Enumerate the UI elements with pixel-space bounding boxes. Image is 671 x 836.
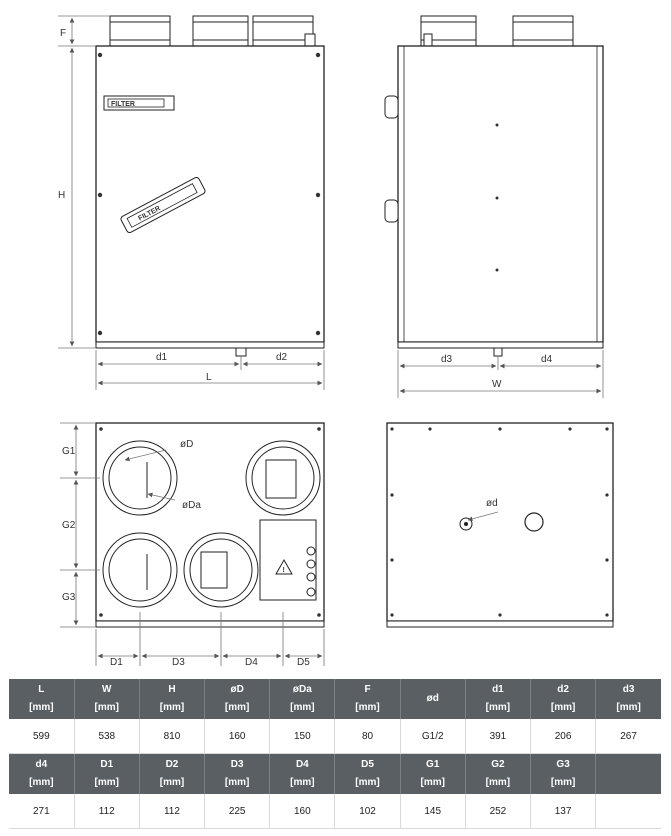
spec-header-cell xyxy=(400,679,465,719)
spec-value-cell xyxy=(596,794,661,829)
spec-value-cell: 112 xyxy=(139,794,204,829)
spec-header-unit: [mm] xyxy=(485,777,511,788)
spec-header-cell xyxy=(335,679,400,719)
spec-header-label: D3 xyxy=(230,759,244,770)
dim-G3: G3 xyxy=(62,592,76,603)
dim-d2: d2 xyxy=(276,352,288,363)
spec-header-unit: [mm] xyxy=(485,702,511,713)
dim-D1: D1 xyxy=(110,657,123,668)
dim-L: L xyxy=(206,372,212,383)
spec-header-unit: [mm] xyxy=(29,777,54,788)
spec-header-label: d2 xyxy=(557,684,569,695)
spec-header-unit: [mm] xyxy=(159,777,185,788)
spec-header-unit: [mm] xyxy=(420,777,445,788)
spec-header-label: D1 xyxy=(100,759,114,770)
dim-H: H xyxy=(58,190,66,201)
front-housing xyxy=(96,46,324,342)
spec-value-cell: 160 xyxy=(270,794,335,829)
duct-connection-4 xyxy=(184,533,258,607)
spec-value-cell: 267 xyxy=(596,719,661,754)
spec-value-cell: 102 xyxy=(335,794,400,829)
spec-header-label: D4 xyxy=(295,759,309,770)
spec-value-cell: 206 xyxy=(531,719,596,754)
front-top-collars xyxy=(110,16,315,46)
spec-header-unit: [mm] xyxy=(355,777,380,788)
filter-label-2: FILTER xyxy=(137,205,162,223)
dim-G2: G2 xyxy=(62,520,76,531)
spec-header-unit: [mm] xyxy=(224,702,250,713)
spec-value-row xyxy=(9,794,661,829)
spec-header-unit: [mm] xyxy=(290,702,315,713)
spec-value-cell: 137 xyxy=(531,794,596,829)
spec-header-label: G3 xyxy=(556,759,570,770)
side-housing xyxy=(398,46,603,342)
dim-F: F xyxy=(60,28,67,39)
spec-header-cell xyxy=(335,754,400,795)
spec-header-cell xyxy=(205,754,270,795)
spec-header-unit: [mm] xyxy=(550,702,576,713)
dim-W: W xyxy=(492,379,502,390)
spec-header-unit: [mm] xyxy=(550,777,576,788)
spec-header-row xyxy=(9,679,661,719)
spec-header-unit: [mm] xyxy=(290,777,315,788)
bottom-view xyxy=(387,423,613,627)
spec-header-label: F xyxy=(364,684,371,695)
top-view xyxy=(60,423,324,668)
spec-value-cell: 271 xyxy=(9,794,74,829)
dim-D5: D5 xyxy=(297,657,310,668)
spec-header-label: G1 xyxy=(426,759,440,770)
spec-header-cell xyxy=(465,679,530,719)
dim-od: ød xyxy=(486,498,498,509)
spec-header-cell xyxy=(465,754,530,795)
side-view xyxy=(385,16,603,398)
spec-header-label: d3 xyxy=(622,684,635,695)
spec-header-label: D2 xyxy=(165,759,179,770)
spec-header-cell xyxy=(531,754,596,795)
spec-value-cell: 145 xyxy=(400,794,465,829)
spec-header-cell xyxy=(596,754,661,795)
spec-header-cell xyxy=(74,679,139,719)
spec-header-cell xyxy=(205,679,270,719)
filter-label-1: FILTER xyxy=(111,101,135,108)
spec-header-label: H xyxy=(168,684,176,695)
spec-header-unit: [mm] xyxy=(29,702,54,713)
dim-d1: d1 xyxy=(156,352,168,363)
spec-header-label: d4 xyxy=(35,759,48,770)
spec-value-cell: 225 xyxy=(205,794,270,829)
port-icon xyxy=(385,96,398,222)
dim-G1: G1 xyxy=(62,446,76,457)
spec-header-unit: [mm] xyxy=(159,702,185,713)
spec-value-cell: 599 xyxy=(9,719,74,754)
spec-value-cell: 391 xyxy=(465,719,530,754)
spec-value-cell: 538 xyxy=(74,719,139,754)
dim-d3: d3 xyxy=(441,354,453,365)
bottom-housing xyxy=(387,423,613,621)
spec-header-label: D5 xyxy=(361,759,374,770)
spec-header-unit: [mm] xyxy=(616,702,641,713)
spec-header-label: øDa xyxy=(292,684,312,695)
spec-header-cell xyxy=(139,754,204,795)
spec-header-cell xyxy=(139,679,204,719)
spec-header-cell xyxy=(270,679,335,719)
spec-header-row xyxy=(9,754,661,795)
duct-connection-1 xyxy=(103,441,177,515)
spec-header-unit: [mm] xyxy=(355,702,380,713)
dim-d4: d4 xyxy=(541,354,553,365)
dim-oDa: øDa xyxy=(182,500,201,511)
spec-header-cell xyxy=(270,754,335,795)
spec-header-unit: [mm] xyxy=(224,777,250,788)
dim-oD: øD xyxy=(180,439,194,450)
spec-value-cell: 810 xyxy=(139,719,204,754)
spec-header-cell xyxy=(74,754,139,795)
spec-header-label: L xyxy=(38,684,45,695)
spec-value-cell: 112 xyxy=(74,794,139,829)
svg-text:!: ! xyxy=(282,567,285,574)
dim-D3: D3 xyxy=(172,657,185,668)
spec-header-cell xyxy=(400,754,465,795)
spec-value-cell: 150 xyxy=(270,719,335,754)
spec-header-label: øD xyxy=(230,684,244,695)
spec-header-cell xyxy=(9,754,74,795)
spec-value-row xyxy=(9,719,661,754)
spec-header-label: ød xyxy=(426,693,439,704)
spec-header-cell xyxy=(9,679,74,719)
bottom-port xyxy=(525,513,543,531)
spec-header-label: W xyxy=(102,684,112,695)
spec-header-unit: [mm] xyxy=(94,702,119,713)
spec-header-cell xyxy=(531,679,596,719)
spec-value-cell: 80 xyxy=(335,719,400,754)
spec-header-label: d1 xyxy=(492,684,504,695)
spec-table xyxy=(9,679,661,829)
dim-D4: D4 xyxy=(245,657,258,668)
duct-connection-3 xyxy=(103,533,177,607)
electrical-box xyxy=(260,520,316,600)
spec-header-cell xyxy=(596,679,661,719)
spec-value-cell: G1/2 xyxy=(400,719,465,754)
filter-slot-icon xyxy=(104,96,174,110)
duct-connection-2 xyxy=(246,441,320,515)
spec-header-label: G2 xyxy=(491,759,505,770)
spec-value-cell: 252 xyxy=(465,794,530,829)
front-view xyxy=(58,16,324,390)
spec-header-unit: [mm] xyxy=(94,777,119,788)
spec-value-cell: 160 xyxy=(205,719,270,754)
